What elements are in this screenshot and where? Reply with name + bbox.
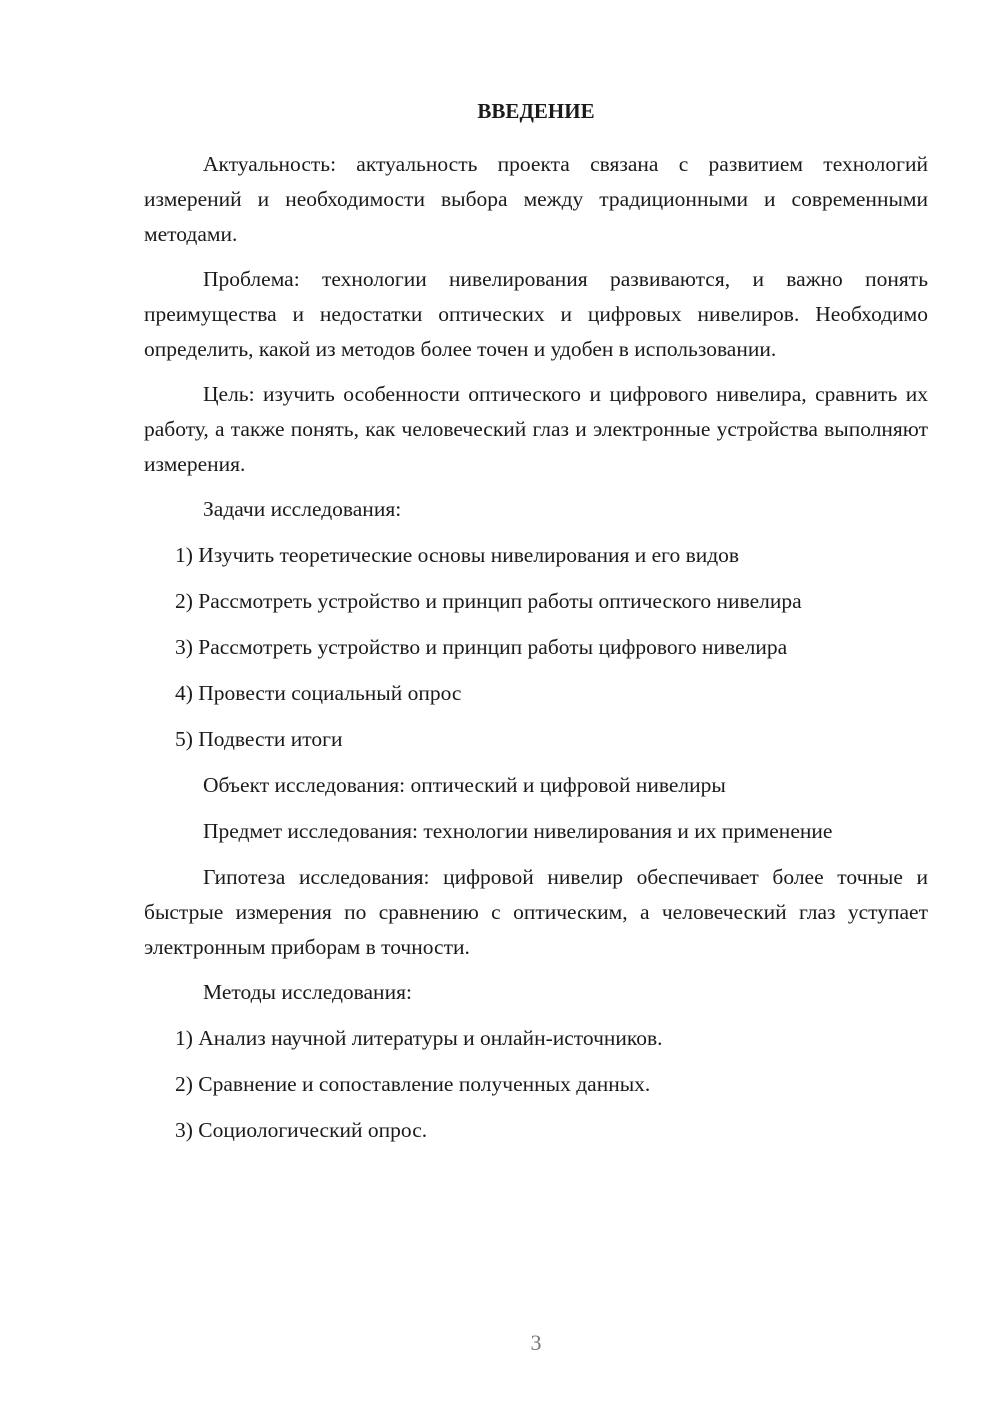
list-item: 3) Рассмотреть устройство и принцип работы цифрового нивелира [175, 635, 788, 659]
list-item: 5) Подвести итоги [175, 727, 343, 751]
page-number: 3 [530, 1330, 542, 1355]
document-page [144, 95, 928, 1159]
list-item: 4) Провести социальный опрос [175, 681, 462, 705]
list-item: 2) Сравнение и сопоставление полученных данных. [175, 1072, 651, 1096]
list-item: 1) Анализ научной литературы и онлайн-источников. [175, 1026, 663, 1050]
list-item: 1) Изучить теоретические основы нивелирования и его видов [175, 543, 740, 567]
methods-heading: Методы исследования: [203, 980, 412, 1004]
relevance-paragraph: Актуальность: актуальность проекта связана с развитием технологий измерений и необходимости выбора между традиционными и современными методами. [144, 152, 928, 246]
goal-paragraph: Цель: изучить особенности оптического и цифрового нивелира, сравнить их работу, а также понять, как человеческий глаз и электронные устройства выполняют измерения. [144, 382, 928, 476]
list-item: 3) Социологический опрос. [175, 1118, 428, 1142]
subject-paragraph: Предмет исследования: технологии нивелирования и их применение [203, 819, 833, 843]
problem-paragraph: Проблема: технологии нивелирования развиваются, и важно понять преимущества и недостатки оптических и цифровых нивелиров. Необходимо определить, какой из методов более точен и удобен в использовании. [144, 267, 928, 361]
section-title: ВВЕДЕНИЕ [477, 99, 595, 123]
tasks-list [144, 538, 928, 757]
object-paragraph: Объект исследования: оптический и цифровой нивелиры [203, 773, 726, 797]
list-item: 2) Рассмотреть устройство и принцип работы оптического нивелира [175, 589, 802, 613]
hypothesis-paragraph: Гипотеза исследования: цифровой нивелир обеспечивает более точные и быстрые измерения по сравнению с оптическим, а человеческий глаз уступает электронным приборам в точности. [144, 865, 928, 959]
tasks-heading: Задачи исследования: [203, 497, 402, 521]
methods-list [144, 1021, 928, 1148]
